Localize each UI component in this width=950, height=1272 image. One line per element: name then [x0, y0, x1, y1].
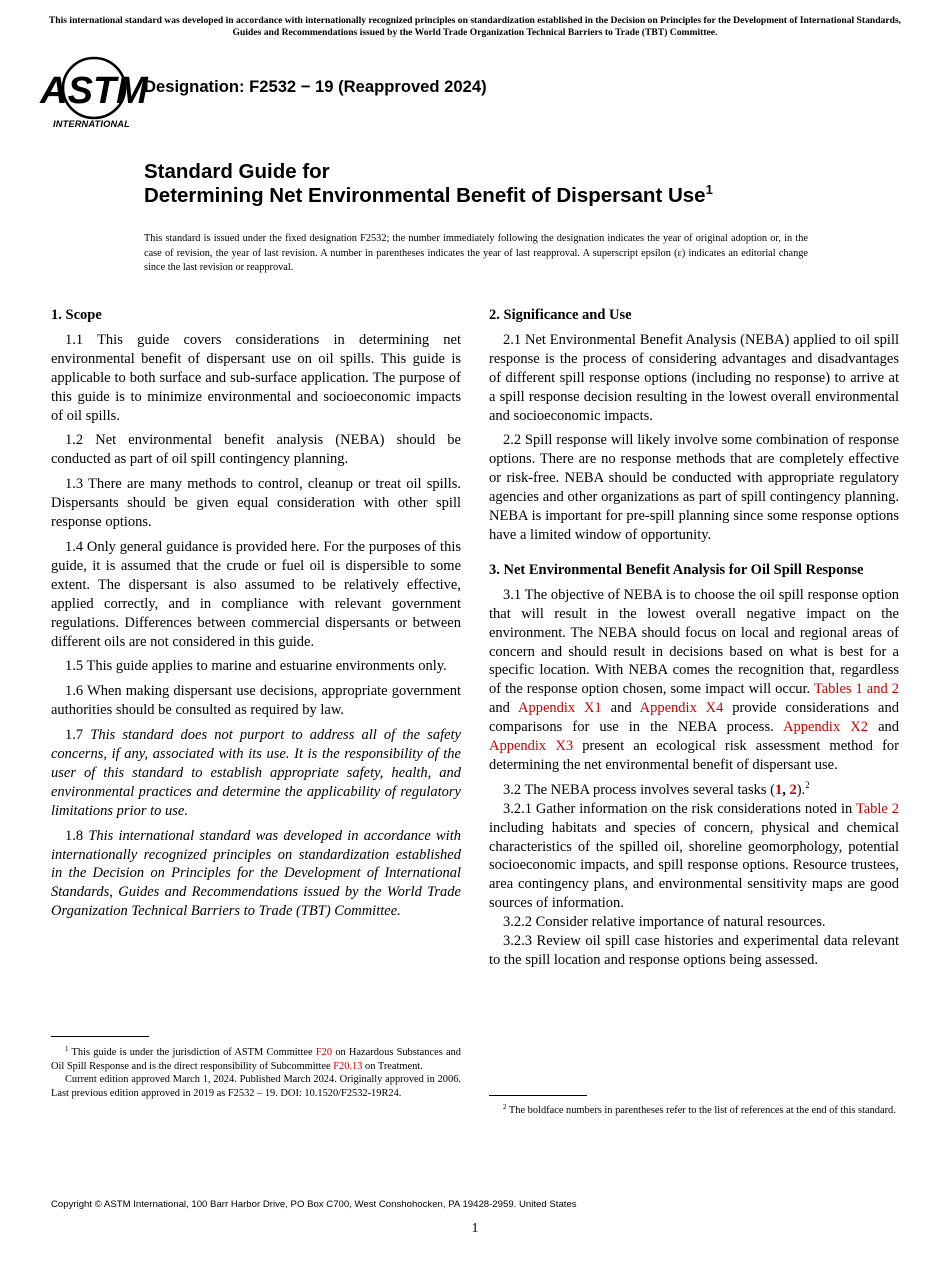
- title-line-2: [144, 184, 713, 208]
- title-line-1: Standard Guide for: [144, 160, 330, 183]
- section-heading-significance: 2. Significance and Use: [489, 307, 632, 323]
- para-text: provide considerations and comparisons for use in the NEBA process.: [489, 700, 899, 736]
- logo-caption: INTERNATIONAL: [53, 119, 130, 129]
- footnote-1-text: [51, 1046, 461, 1073]
- link-appendix-x4[interactable]: Appendix X4: [639, 700, 724, 717]
- para-text: 3.1 The objective of NEBA is to choose the oil spill response option that will result in the lowest overall negative impact on the environment. The NEBA should focus on local and regional areas of concern and should result in decisions based on what is best for a specific location. With NEBA comes the recognition that, regardless of the response option chosen, some impact will occur.: [489, 586, 899, 698]
- conjunction: and: [610, 700, 632, 717]
- conjunction: and: [878, 719, 900, 736]
- link-table-2[interactable]: Table 2: [855, 800, 900, 817]
- para-text: 3.2 The NEBA process involves several tasks (: [503, 781, 775, 798]
- left-column: [51, 306, 461, 927]
- link-appendix-x2[interactable]: Appendix X2: [783, 719, 868, 736]
- para-3-1: [489, 586, 899, 775]
- section-heading-scope: 1. Scope: [51, 307, 102, 323]
- para-3-2-2: 3.2.2 Consider relative importance of natural resources.: [503, 914, 826, 931]
- para-text: ).: [796, 781, 806, 798]
- para-text: This international standard was developed in accordance with internationally recognized principles on standardization established in the Decision on Principles for the Development of International Standards, Guides and Recommendations issued by the World Trade Organization Technical Barriers to Trade (TBT) Committee.: [51, 827, 461, 920]
- para-number: 1.7: [65, 727, 84, 744]
- title-footnote-mark: 1: [705, 182, 713, 197]
- issuance-note: This standard is issued under the fixed designation F2532; the number immediately following the designation indicates the year of original adoption or, in the case of revision, the year of last revision. A number in parentheses indicates the year of last reapproval. A superscript epsilon (ε) indicates an editorial change since the last revision or reapproval.: [144, 233, 808, 274]
- svg-text:ASTM: ASTM: [40, 70, 148, 112]
- designation: Designation: F2532 − 19 (Reapproved 2024): [144, 77, 487, 96]
- footnote-1-edition: Current edition approved March 1, 2024. Published March 2024. Originally approved in 2006. Last previous edition approved in 2019 as F2532 – 19. DOI: 10.1520/F2532-19R24.: [51, 1074, 461, 1099]
- link-subcommittee-f20-13[interactable]: F20.13: [333, 1060, 363, 1072]
- link-appendix-x1[interactable]: Appendix X1: [518, 700, 602, 717]
- footnote-rule-right: [489, 1095, 587, 1096]
- link-tables-1-2[interactable]: Tables 1 and 2: [813, 681, 899, 698]
- para-1-3: 1.3 There are many methods to control, cleanup or treat oil spills. Dispersants should be given equal consideration with other spill response options.: [51, 476, 461, 531]
- para-number: 1.8: [65, 827, 84, 844]
- para-1-1: 1.1 This guide covers considerations in determining net environmental benefit of dispersant use on oil spills. This guide is applicable to both surface and sub-surface application. The purpose of this guide is to minimize environmental and socioeconomic impacts of oil spills.: [51, 331, 461, 424]
- footnote-text: on Treatment.: [365, 1060, 423, 1072]
- para-3-2-3: 3.2.3 Review oil spill case histories and experimental data relevant to the spill location and response options being assessed.: [489, 933, 899, 968]
- footnote-text: This guide is under the jurisdiction of ASTM Committee: [71, 1047, 313, 1058]
- reference-link-2[interactable]: 2: [789, 781, 797, 798]
- page-number: 1: [471, 1221, 479, 1236]
- para-2-1: 2.1 Net Environmental Benefit Analysis (NEBA) applied to oil spill response is the process of considering advantages and disadvantages of different spill response options (including no response) to arrive at a spill response decision resulting in the lowest overall environmental and socioeconomic impacts.: [489, 331, 899, 424]
- wto-notice: This international standard was developed in accordance with internationally recognized principles on standardization established in the Decision on Principles for the Development of International Standards, Guides and Recommendations issued by the World Trade Organization Technical Barriers to Trade (TBT) Committee.: [48, 15, 902, 38]
- para-1-8: [51, 827, 461, 922]
- para-2-2: 2.2 Spill response will likely involve some combination of response options. There are no response methods that are completely effective or risk-free. NEBA should be conducted with appropriate regulatory agencies and other organizations as part of spill contingency planning. NEBA is important for pre-spill planning since some response options have a limited window of opportunity.: [489, 432, 899, 543]
- para-text: 3.2.1 Gather information on the risk considerations noted in: [503, 800, 853, 817]
- footnote-2-text: [489, 1104, 899, 1118]
- link-committee-f20[interactable]: F20: [315, 1047, 333, 1058]
- footnote-rule-left: [51, 1036, 149, 1037]
- footnote-text: The boldface numbers in parentheses refer to the list of references at the end of this standard.: [508, 1105, 896, 1116]
- para-1-7: [51, 726, 461, 821]
- reference-separator: ,: [782, 781, 790, 798]
- para-1-2: 1.2 Net environmental benefit analysis (NEBA) should be conducted as part of oil spill contingency planning.: [51, 432, 461, 468]
- link-appendix-x3[interactable]: Appendix X3: [489, 738, 574, 755]
- footnote-1-mark: 1: [65, 1045, 69, 1053]
- footnote-2-mark: 2: [503, 1103, 507, 1111]
- para-1-6: 1.6 When making dispersant use decisions, appropriate government authorities should be consulted as required by law.: [51, 683, 461, 719]
- para-1-4: 1.4 Only general guidance is provided here. For the purposes of this guide, it is assumed that the crude or fuel oil is dispersible to some extent. The dispersant is also assumed to be relatively effective, applied correctly, and in compliance with relevant government regulations. Differences between commercial dispersants or between different oils are not considered in this guide.: [51, 538, 461, 650]
- para-text: including habitats and species of concern, physical and chemical characteristics of the spilled oil, shoreline geomorphology, potential socioeconomic impacts, and spill response options. Resource trustees, area contingency plans, and environmental sensitivity maps are good sources of information.: [489, 819, 899, 912]
- para-1-5: 1.5 This guide applies to marine and estuarine environments only.: [65, 658, 447, 675]
- footnote-2: [489, 1104, 899, 1118]
- footnote-mark-2: 2: [805, 779, 810, 790]
- conjunction: and: [489, 700, 510, 717]
- right-column: [489, 306, 899, 970]
- copyright-line: Copyright © ASTM International, 100 Barr Harbor Drive, PO Box C700, West Conshohocken, PA 19428-2959. United States: [51, 1199, 577, 1210]
- title-text: Determining Net Environmental Benefit of Dispersant Use: [144, 184, 706, 207]
- para-3-2: [489, 781, 899, 800]
- para-3-2-1: [489, 800, 899, 913]
- reference-link-1[interactable]: 1: [774, 781, 783, 798]
- para-text: present an ecological risk assessment method for determining the net environmental benefit of dispersant use.: [489, 738, 899, 773]
- footnote-1: [51, 1046, 461, 1100]
- footnote-text: on Hazardous Substances and Oil Spill Response and is the direct responsibility of Subcommittee: [51, 1047, 461, 1072]
- para-text: This standard does not purport to address all of the safety concerns, if any, associated with its use. It is the responsibility of the user of this standard to establish appropriate safety, health, and environmental practices and determine the applicability of regulatory limitations prior to use.: [51, 727, 461, 819]
- section-heading-neba: 3. Net Environmental Benefit Analysis for Oil Spill Response: [489, 561, 864, 578]
